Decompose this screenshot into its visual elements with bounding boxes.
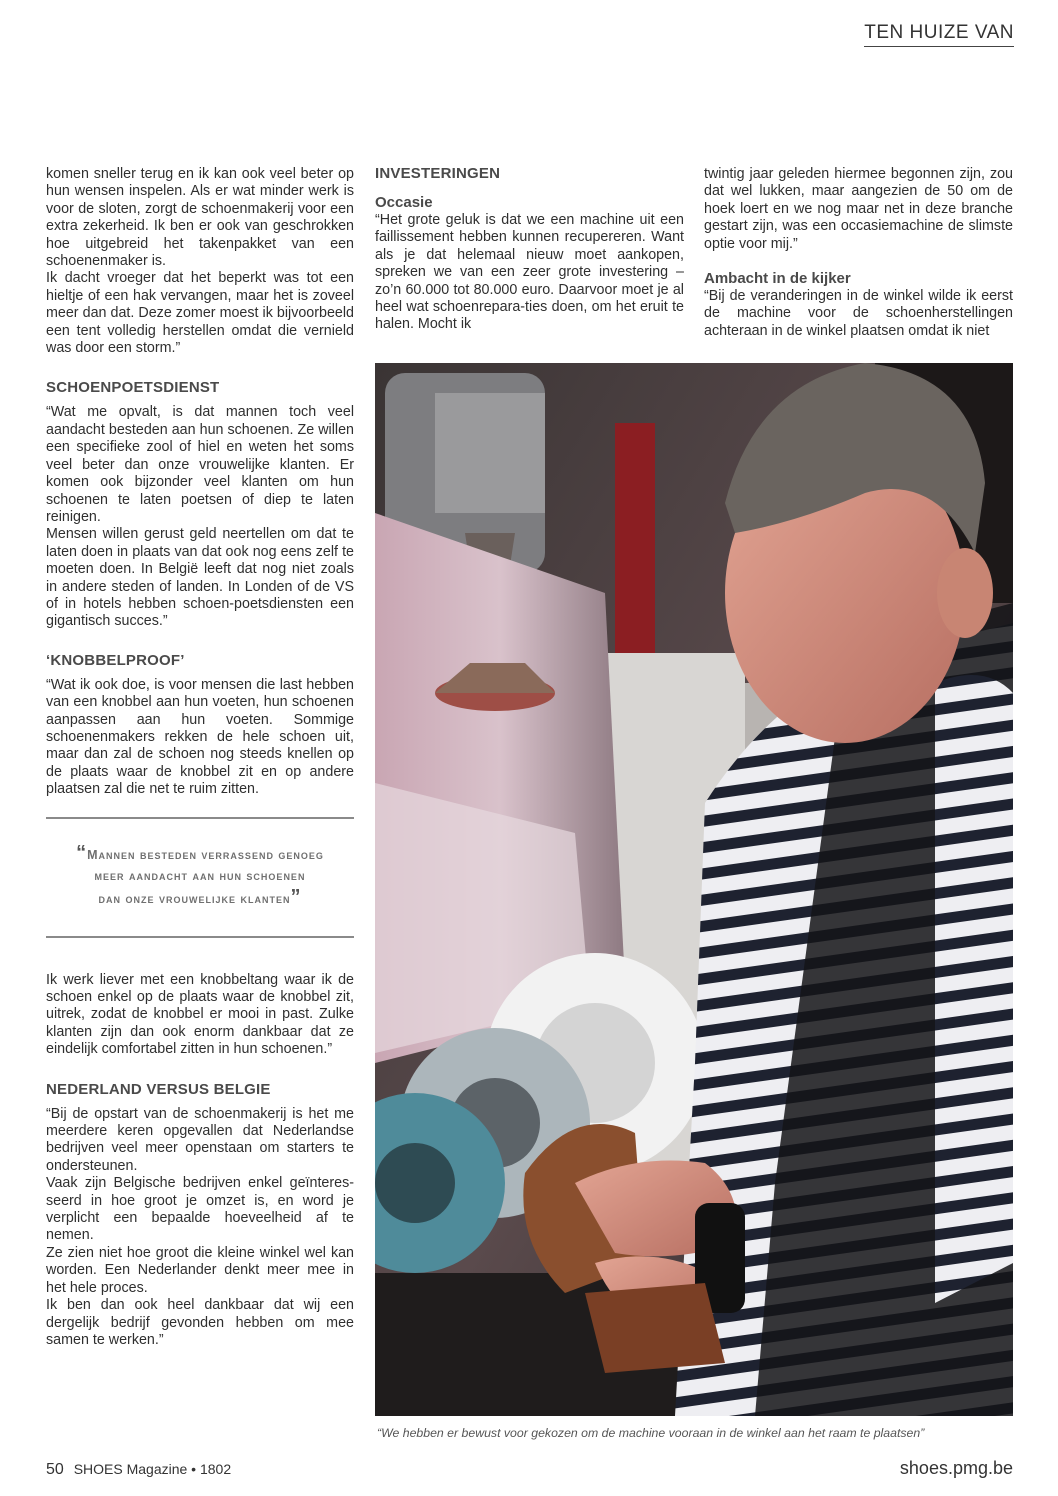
footer-url[interactable]: shoes.pmg.be xyxy=(899,1458,1013,1478)
magazine-issue: SHOES Magazine • 1802 xyxy=(73,1461,232,1477)
body-paragraph: “Het grote geluk is dat we een machine uit een faillissement hebben kunnen recupereren. Want als je dat helemaal nieuw moet aankopen, spreken we van een zeer grote investering – zo’n 60.000 tot 80.000 euro. Daarvoor moet je al heel wat schoenrepara-ties doen, om het eruit te halen. Mocht ik xyxy=(375,212,684,333)
article-photo xyxy=(375,363,1013,1416)
pull-quote-rule-top xyxy=(46,817,354,819)
heading-investeringen: INVESTERINGEN xyxy=(375,165,501,182)
pull-quote-line: dan onze vrouwelijke klanten xyxy=(98,891,291,906)
photo-illustration xyxy=(375,363,1013,1416)
body-paragraph: “Bij de opstart van de schoenmakerij is het me meerdere keren opgevallen dat Nederlandse bedrijven veel meer openstaan om starters te ondersteunen. xyxy=(46,1105,354,1174)
page-number: 50 xyxy=(46,1461,64,1478)
body-paragraph: Ze zien niet hoe groot die kleine winkel wel kan worden. Een Nederlander denkt meer mee in het hele proces. xyxy=(46,1244,354,1296)
pull-quote-line: meer aandacht aan hun schoenen xyxy=(94,868,306,883)
body-paragraph: “Wat me opvalt, is dat mannen toch veel aandacht besteden aan hun schoenen. Ze willen een specifieke zool of hiel en weten het soms veel beter dan onze vrouwelijke klanten. Er komen ook bijzonder veel klanten om hun schoenen te laten poetsen of diep te laten reinigen. xyxy=(46,404,354,525)
column-2 xyxy=(375,164,684,334)
pull-quote-line: Mannen besteden verrassend genoeg xyxy=(87,847,324,862)
heading-knobbelproof: ‘KNOBBELPROOF’ xyxy=(46,651,185,669)
pull-quote-rule-bottom xyxy=(46,936,354,938)
footer-left xyxy=(46,1461,231,1479)
column-1 xyxy=(46,166,354,1349)
section-tag: TEN HUIZE VAN xyxy=(864,22,1014,47)
heading-nederland-versus-belgie: NEDERLAND VERSUS BELGIE xyxy=(46,1080,271,1098)
body-paragraph: Ik dacht vroeger dat het beperkt was tot een hieltje of een hak vervangen, maar het is zoveel meer dan dat. Deze zomer moest ik bijvoorbeeld een tent volledig herstellen omdat die vernield was door een storm.” xyxy=(46,270,354,357)
photo-caption: “We hebben er bewust voor gekozen om de machine vooraan in de winkel aan het raam te plaatsen” xyxy=(377,1426,925,1440)
quote-close: ” xyxy=(290,885,302,908)
body-paragraph: twintig jaar geleden hiermee begonnen zijn, zou dat wel lukken, maar aangezien de 50 om de hoek loert en we nog maar net in deze branche gestart zijn, was een occasiemachine de slimste optie voor mij.” xyxy=(704,166,1013,252)
body-paragraph: Mensen willen gerust geld neertellen om dat te laten doen in plaats van dat ook nog eens zelf te moeten doen. In België leeft dat nog niet zoals in andere steden of landen. In Londen of de VS of in hotels hebben schoen-poetsdiensten een gigantisch succes.” xyxy=(46,526,354,630)
body-paragraph: “Bij de veranderingen in de winkel wilde ik eerst de machine voor de schoenherstellingen achteraan in de winkel plaatsen omdat ik niet xyxy=(704,288,1013,339)
pull-quote xyxy=(46,843,354,910)
body-paragraph: Vaak zijn Belgische bedrijven enkel geïnteres-seerd in hoe groot je omzet is, en word je verplicht een bepaalde hoeveelheid af te nemen. xyxy=(46,1175,354,1244)
column-3 xyxy=(704,166,1013,340)
body-paragraph: Ik werk liever met een knobbeltang waar ik de schoen enkel op de plaats waar de knobbel zit, uitrek, zodat de knobbel er mooi in past. Zulke klanten zijn dan ook enorm dankbaar dat ze eindelijk comfortabel zitten in hun schoenen.” xyxy=(46,971,354,1058)
subheading-ambacht: Ambacht in de kijker xyxy=(704,270,851,288)
body-paragraph: “Wat ik ook doe, is voor mensen die last hebben van een knobbel aan hun voeten, hun schoenen aanpassen aan hun voeten. Sommige schoenenmakers rekken de hele schoen uit, maar dan zal de schoen nog steeds knellen op de plaats waar de knobbel zit en op andere plaatsen zal die net te ruim zitten. xyxy=(46,676,354,798)
subheading-occasie: Occasie xyxy=(375,194,433,211)
quote-open: “ xyxy=(76,841,88,864)
heading-schoenpoetsdienst: SCHOENPOETSDIENST xyxy=(46,379,220,397)
body-paragraph: komen sneller terug en ik kan ook veel beter op hun wensen inspelen. Als er wat minder werk is voor de sloten, zorgt de schoenmakerij voor een extra zekerheid. Ik ben er ook van geschrokken hoe uitgebreid het takenpakket van een schoenenmaker is. xyxy=(46,166,354,270)
body-paragraph: Ik ben dan ook heel dankbaar dat wij een dergelijk bedrijf gevonden hebben om mee samen te werken.” xyxy=(46,1297,354,1348)
